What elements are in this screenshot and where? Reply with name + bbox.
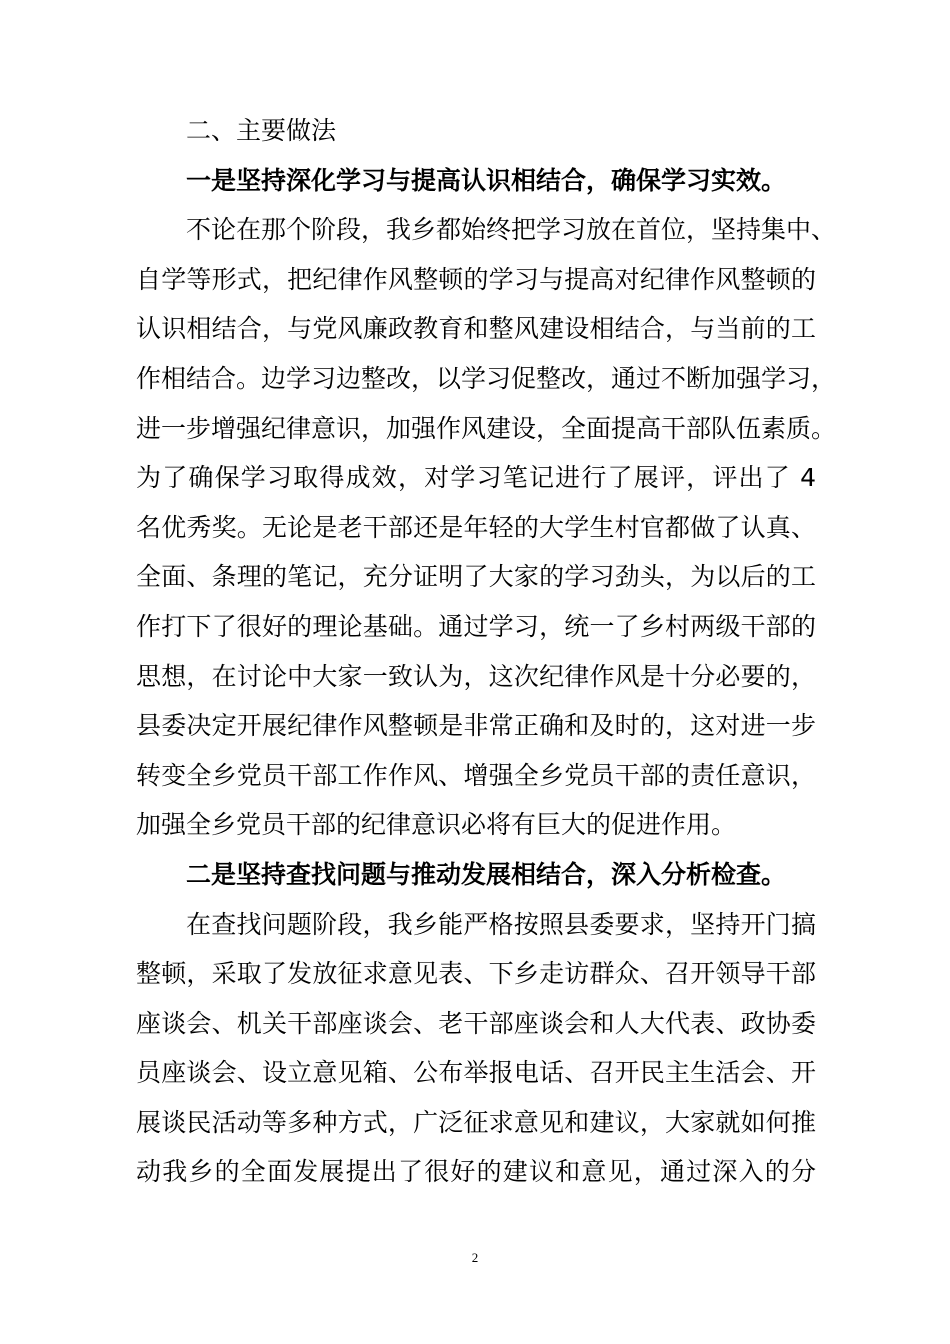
paragraph-line: 座谈会、机关干部座谈会、老干部座谈会和人大代表、政协委 [136,1008,816,1038]
paragraph-line: 加强全乡党员干部的纪律意识必将有巨大的促进作用。 [136,810,737,840]
paragraph-line: 思想，在讨论中大家一致认为，这次纪律作风是十分必要的， [136,661,816,691]
paragraph-1 [136,205,837,850]
paragraph-line: 展谈民活动等多种方式，广泛征求意见和建议，大家就如何推 [136,1107,816,1137]
paragraph-line: 作打下了很好的理论基础。通过学习，统一了乡村两级干部的 [136,611,816,641]
paragraph-line: 进一步增强纪律意识，加强作风建设，全面提高干部队伍素质。 [136,413,837,443]
page-number: 2 [471,1250,479,1265]
paragraph-line: 自学等形式，把纪律作风整顿的学习与提高对纪律作风整顿的 [136,264,816,294]
paragraph-line: 不论在那个阶段，我乡都始终把学习放在首位，坚持集中、 [186,215,837,245]
paragraph-line: 整顿，采取了发放征求意见表、下乡走访群众、召开领导干部 [136,959,816,989]
section-heading: 二、主要做法 [186,116,337,145]
paragraph-line: 在查找问题阶段，我乡能严格按照县委要求，坚持开门搞 [186,909,816,939]
paragraph-line: 作相结合。边学习边整改，以学习促整改，通过不断加强学习， [136,363,837,393]
paragraph-line: 全面、条理的笔记，充分证明了大家的学习劲头，为以后的工 [136,562,816,592]
document-body [136,106,837,1197]
paragraph-line: 名优秀奖。无论是老干部还是年轻的大学生村官都做了认真、 [136,512,816,542]
paragraph-line: 县委决定开展纪律作风整顿是非常正确和及时的，这对进一步 [136,711,816,741]
subheading-2: 二是坚持查找问题与推动发展相结合，深入分析检查。 [186,859,787,889]
subheading-1: 一是坚持深化学习与提高认识相结合，确保学习实效。 [186,165,787,195]
paragraph-line: 员座谈会、设立意见箱、公布举报电话、召开民主生活会、开 [136,1058,816,1088]
paragraph-2 [136,900,816,1198]
paragraph-line: 认识相结合，与党风廉政教育和整风建设相结合，与当前的工 [136,314,816,344]
paragraph-line: 为了确保学习取得成效，对学习笔记进行了展评，评出了 4 [136,463,816,493]
paragraph-line: 转变全乡党员干部工作作风、增强全乡党员干部的责任意识， [136,760,816,790]
paragraph-line: 动我乡的全面发展提出了很好的建议和意见，通过深入的分 [136,1157,816,1187]
